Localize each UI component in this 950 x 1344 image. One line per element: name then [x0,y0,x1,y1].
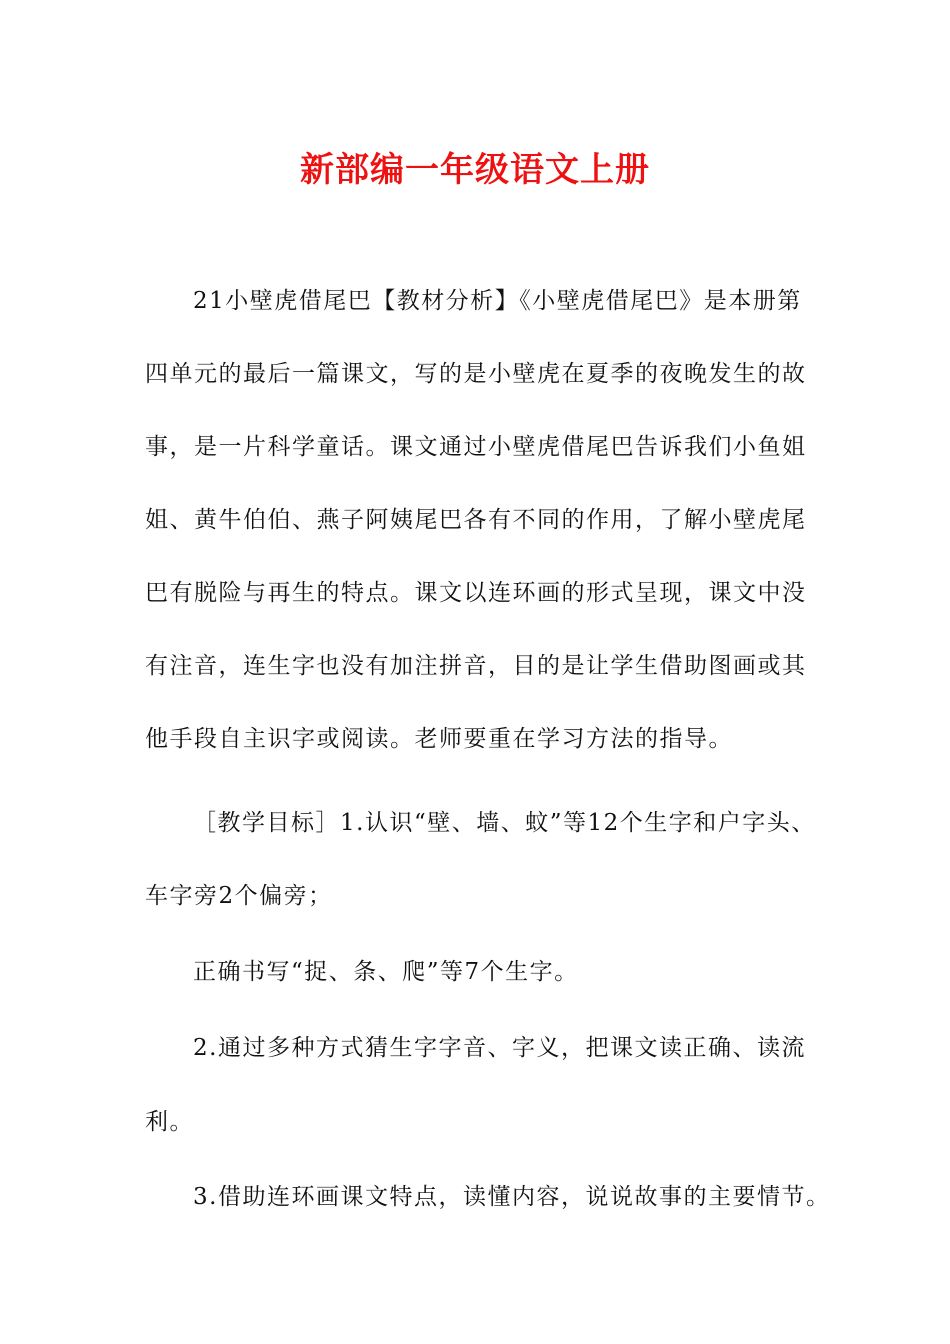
paragraph-line: 21小壁虎借尾巴【教材分析】《小壁虎借尾巴》是本册第 [193,288,802,314]
paragraph-line: 事，是一片科学童话。课文通过小壁虎借尾巴告诉我们小鱼姐 [145,434,807,460]
paragraph-line: ［教学目标］1.认识“壁、墙、蚊”等12个生字和户字头、 [193,810,816,836]
paragraph-line: 正确书写“捉、条、爬”等7个生字。 [193,959,579,985]
paragraph-line: 车字旁2个偏旁； [145,883,333,909]
paragraph-line: 有注音，连生字也没有加注拼音，目的是让学生借助图画或其 [145,653,807,679]
paragraph-line: 2.通过多种方式猜生字字音、字义，把课文读正确、读流 [193,1035,806,1061]
paragraph-line: 3.借助连环画课文特点，读懂内容，说说故事的主要情节。 [193,1184,831,1210]
paragraph-line: 他手段自主识字或阅读。老师要重在学习方法的指导。 [145,726,733,752]
document-title: 新部编一年级语文上册 [300,150,650,190]
paragraph-line: 利。 [145,1109,194,1135]
paragraph-line: 巴有脱险与再生的特点。课文以连环画的形式呈现，课文中没 [145,580,807,606]
paragraph-line: 四单元的最后一篇课文，写的是小壁虎在夏季的夜晚发生的故 [145,361,807,387]
paragraph-line: 姐、黄牛伯伯、燕子阿姨尾巴各有不同的作用，了解小壁虎尾 [145,507,807,533]
